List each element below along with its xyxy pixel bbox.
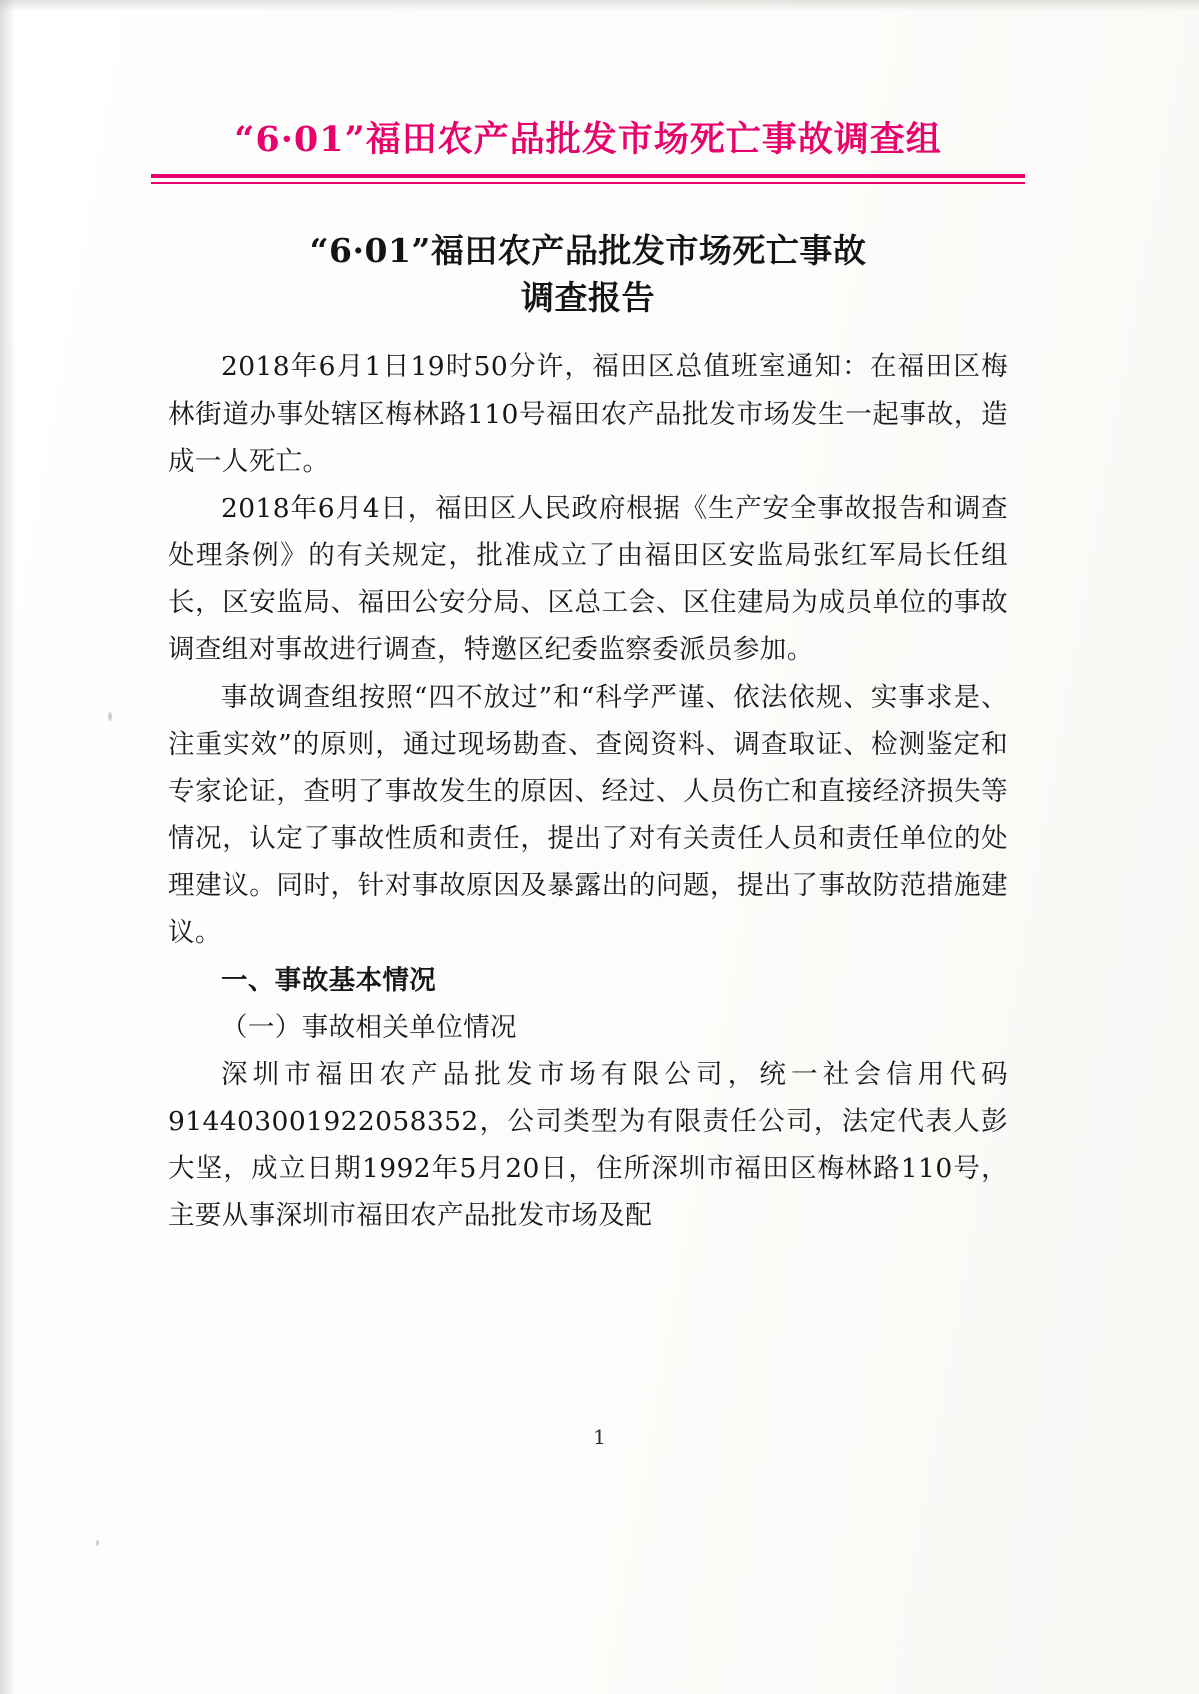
paragraph: 2018年6月4日，福田区人民政府根据《生产安全事故报告和调查处理条例》的有关规定，批准成立了由福田区安监局张红军局长任组长，区安监局、福田公安分局、区总工会、区住建局为成员单位的事故调查组对事故进行调查，特邀区纪委监察委派员参加。 [168,492,1008,666]
section-heading-level-2: （一）事故相关单位情况 [221,1011,517,1043]
masthead-rule-thick [151,174,1025,178]
scan-speck [108,712,112,721]
paragraph: 事故调查组按照“四不放过”和“科学严谨、依法依规、实事求是、注重实效”的原则，通过现场勘查、查阅资料、调查取证、检测鉴定和专家论证，查明了事故发生的原因、经过、人员伤亡和直接经济损失等情况，认定了事故性质和责任，提出了对有关责任人员和责任单位的处理建议。同时，针对事故原因及暴露出的问题，提出了事故防范措施建议。 [168,681,1008,949]
page-title-line-2: 调查报告 [521,277,655,317]
page-title-line-1: “6·01”福田农产品批发市场死亡事故 [309,230,867,270]
section-heading-level-1: 一、事故基本情况 [221,964,437,996]
paragraph: 2018年6月1日19时50分许，福田区总值班室通知：在福田区梅林街道办事处辖区梅林路110号福田农产品批发市场发生一起事故，造成一人死亡。 [168,351,1008,477]
page-title [168,228,1008,322]
masthead-rule-thin [151,182,1025,184]
masthead-title: “6·01”福田农产品批发市场死亡事故调查组 [234,119,942,160]
document-content [168,0,1008,1239]
scan-speck [96,1540,99,1546]
page-number: 1 [593,1425,606,1449]
document-body [168,343,1008,1239]
masthead [168,118,1008,184]
paragraph: 深圳市福田农产品批发市场有限公司，统一社会信用代码914403001922058352，公司类型为有限责任公司，法定代表人彭大坚，成立日期1992年5月20日，住所深圳市福田区梅林路110号，主要从事深圳市福田农产品批发市场及配 [168,1058,1008,1232]
